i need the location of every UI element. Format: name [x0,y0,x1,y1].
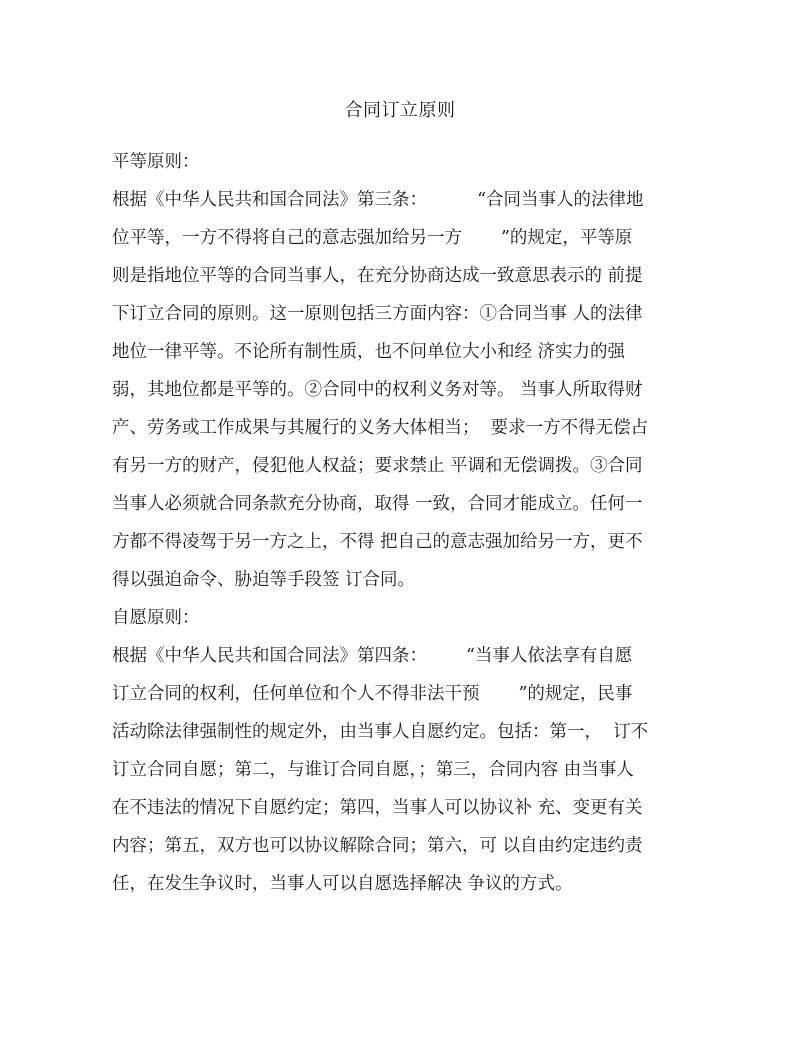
text-line: 活动除法律强制性的规定外，由当事人自愿约定。包括：第一， 订不 [112,722,649,742]
text-line: 位平等，一方不得将自己的意志强加给另一方 ”的规定，平等原 [112,228,633,248]
text-line: 有另一方的财产，侵犯他人权益；要求禁止 平调和无偿调拨。③合同 [112,456,643,476]
text-line: 弱，其地位都是平等的。②合同中的权利义务对等。 当事人所取得财 [112,380,643,400]
text-line: 根据《中华人民共和国合同法》第四条： “当事人依法享有自愿 [112,646,633,666]
section-heading-voluntary: 自愿原则： [112,608,200,628]
text-line: 则是指地位平等的合同当事人，在充分协商达成一致意思表示的 前提 [112,266,643,286]
text-line: 内容；第五，双方也可以协议解除合同；第六，可 以自由约定违约责 [112,836,643,856]
text-line: 得以强迫命令、胁迫等手段签 订合同。 [112,570,416,590]
text-line: 根据《中华人民共和国合同法》第三条： “合同当事人的法律地 [112,190,644,210]
text-line: 方都不得凌驾于另一方之上，不得 把自己的意志强加给另一方，更不 [112,532,643,552]
text-line: 产、劳务或工作成果与其履行的义务大体相当； 要求一方不得无偿占 [112,418,649,438]
text-line: 订立合同自愿；第二，与谁订合同自愿，；第三，合同内容 由当事人 [112,760,634,780]
text-line: 地位一律平等。不论所有制性质，也不问单位大小和经 济实力的强 [112,342,626,362]
text-line: 下订立合同的原则。这一原则包括三方面内容：①合同当事 人的法律 [112,304,643,324]
document-title: 合同订立原则 [344,100,456,121]
text-line: 在不违法的情况下自愿约定；第四，当事人可以协议补 充、变更有关 [112,798,643,818]
text-line: 订立合同的权利，任何单位和个人不得非法干预 ”的规定，民事 [112,684,633,704]
text-line: 任，在发生争议时，当事人可以自愿选择解决 争议的方式。 [112,874,573,894]
text-line: 当事人必须就合同条款充分协商，取得 一致，合同才能成立。任何一 [112,494,643,514]
section-heading-equality: 平等原则： [112,152,200,172]
